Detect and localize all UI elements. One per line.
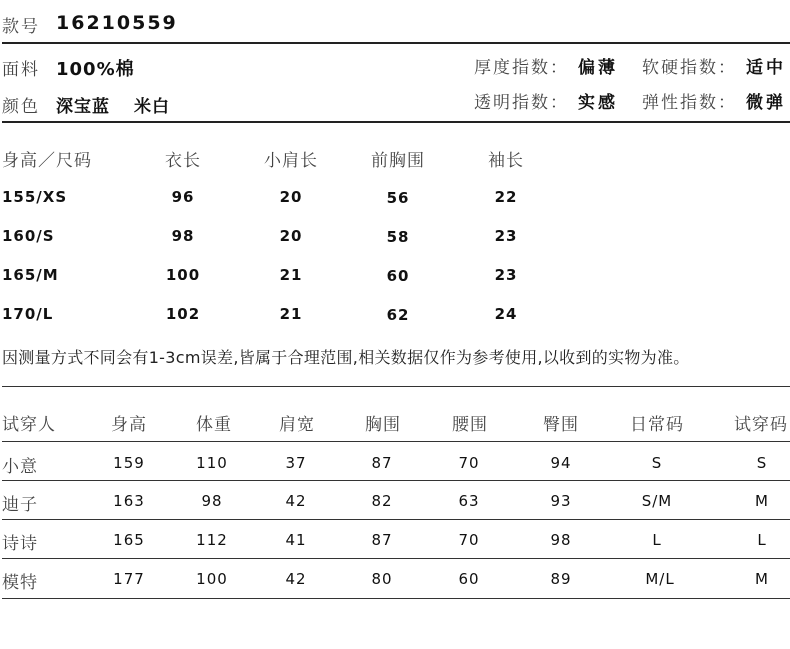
fit-row-3-shoulder: 41 (285, 531, 307, 549)
fit-row-2-weight: 98 (201, 492, 223, 510)
size-row-3-shoulder: 21 (279, 266, 303, 284)
fit-row-divider-2 (2, 519, 790, 520)
fit-header-hip: 臀围 (543, 415, 579, 435)
size-row-2-shoulder: 20 (279, 227, 303, 245)
fit-row-1-waist: 70 (458, 454, 480, 472)
fit-row-1-height: 159 (113, 454, 145, 472)
size-row-1-size: 155/XS (2, 188, 68, 206)
fit-header-shoulder: 肩宽 (279, 415, 315, 435)
size-row-1-shoulder: 20 (279, 188, 303, 206)
fit-row-1-weight: 110 (196, 454, 228, 472)
fit-row-1-try-size: S (756, 454, 768, 472)
thickness-index-label: 厚度指数： (474, 58, 569, 78)
size-header-chest: 前胸围 (371, 151, 425, 171)
fit-row-divider-0 (2, 441, 790, 442)
color-value-1: 深宝蓝 (56, 97, 110, 117)
fit-row-1-chest: 87 (371, 454, 393, 472)
softness-index-label: 软硬指数： (642, 58, 737, 78)
fit-row-4-waist: 60 (458, 570, 480, 588)
fit-row-2-shoulder: 42 (285, 492, 307, 510)
fit-row-4-chest: 80 (371, 570, 393, 588)
fit-header-person: 试穿人 (2, 415, 56, 435)
fit-row-4-try-size: M (755, 570, 769, 588)
fit-row-2-height: 163 (113, 492, 145, 510)
fit-row-4-weight: 100 (196, 570, 228, 588)
fit-row-4-height: 177 (113, 570, 145, 588)
fit-header-daily-size: 日常码 (630, 415, 684, 435)
size-row-3-length: 100 (165, 266, 201, 284)
measurement-note: 因测量方式不同会有1-3cm误差,皆属于合理范围,相关数据仅作为参考使用,以收到的实物为准。 (2, 348, 690, 367)
size-row-3-sleeve: 23 (494, 266, 518, 284)
size-row-2-chest: 58 (386, 228, 410, 246)
softness-index-value: 适中 (746, 58, 786, 78)
size-row-1-sleeve: 22 (494, 188, 518, 206)
color-value-2: 米白 (134, 97, 170, 117)
fit-row-3-weight: 112 (196, 531, 228, 549)
fit-row-divider-1 (2, 480, 790, 481)
style-number-label: 款号 (2, 17, 40, 37)
fit-row-1-person: 小意 (2, 457, 38, 477)
fit-row-1-hip: 94 (550, 454, 572, 472)
fabric-value: 100%棉 (56, 59, 135, 80)
size-row-3-chest: 60 (386, 267, 410, 285)
size-row-4-shoulder: 21 (279, 305, 303, 323)
size-row-2-sleeve: 23 (494, 227, 518, 245)
thickness-index-value: 偏薄 (578, 58, 618, 78)
size-row-1-chest: 56 (386, 189, 410, 207)
fit-row-4-daily-size: M/L (645, 570, 675, 588)
size-header-sleeve: 袖长 (488, 151, 524, 171)
fit-row-1-shoulder: 37 (285, 454, 307, 472)
fit-row-3-waist: 70 (458, 531, 480, 549)
size-row-1-length: 96 (171, 188, 195, 206)
style-number-value: 16210559 (56, 12, 178, 34)
size-row-2-length: 98 (171, 227, 195, 245)
fit-row-3-person: 诗诗 (2, 534, 38, 554)
fit-row-3-daily-size: L (652, 531, 662, 549)
fit-row-2-hip: 93 (550, 492, 572, 510)
size-row-4-size: 170/L (2, 305, 54, 323)
transparency-index-value: 实感 (578, 93, 618, 113)
divider-info (2, 121, 790, 123)
fit-row-2-chest: 82 (371, 492, 393, 510)
fit-row-3-try-size: L (757, 531, 767, 549)
fit-header-height: 身高 (111, 415, 147, 435)
fit-row-2-person: 迪子 (2, 495, 38, 515)
size-header-length: 衣长 (165, 151, 201, 171)
fit-row-divider-4 (2, 598, 790, 599)
elasticity-index-value: 微弹 (746, 93, 786, 113)
divider-top (2, 42, 790, 44)
fit-row-1-daily-size: S (651, 454, 663, 472)
size-row-4-length: 102 (165, 305, 201, 323)
transparency-index-label: 透明指数： (474, 93, 569, 113)
fit-header-weight: 体重 (196, 415, 232, 435)
fit-row-3-hip: 98 (550, 531, 572, 549)
fabric-label: 面料 (2, 60, 40, 80)
fit-row-4-shoulder: 42 (285, 570, 307, 588)
size-header-shoulder: 小肩长 (264, 151, 318, 171)
fit-row-2-waist: 63 (458, 492, 480, 510)
fit-row-4-hip: 89 (550, 570, 572, 588)
fit-header-try-size: 试穿码 (734, 415, 788, 435)
fit-row-divider-3 (2, 558, 790, 559)
elasticity-index-label: 弹性指数： (642, 93, 737, 113)
color-label: 颜色 (2, 97, 40, 117)
size-row-3-size: 165/M (2, 266, 59, 284)
size-row-4-sleeve: 24 (494, 305, 518, 323)
fit-header-chest: 胸围 (365, 415, 401, 435)
fit-row-3-chest: 87 (371, 531, 393, 549)
divider-fit-top (2, 386, 790, 387)
fit-row-2-daily-size: S/M (641, 492, 673, 510)
fit-row-4-person: 模特 (2, 573, 38, 593)
size-header-height-size: 身高／尺码 (2, 151, 92, 171)
fit-header-waist: 腰围 (452, 415, 488, 435)
size-row-2-size: 160/S (2, 227, 55, 245)
fit-row-2-try-size: M (755, 492, 769, 510)
size-row-4-chest: 62 (386, 306, 410, 324)
fit-row-3-height: 165 (113, 531, 145, 549)
